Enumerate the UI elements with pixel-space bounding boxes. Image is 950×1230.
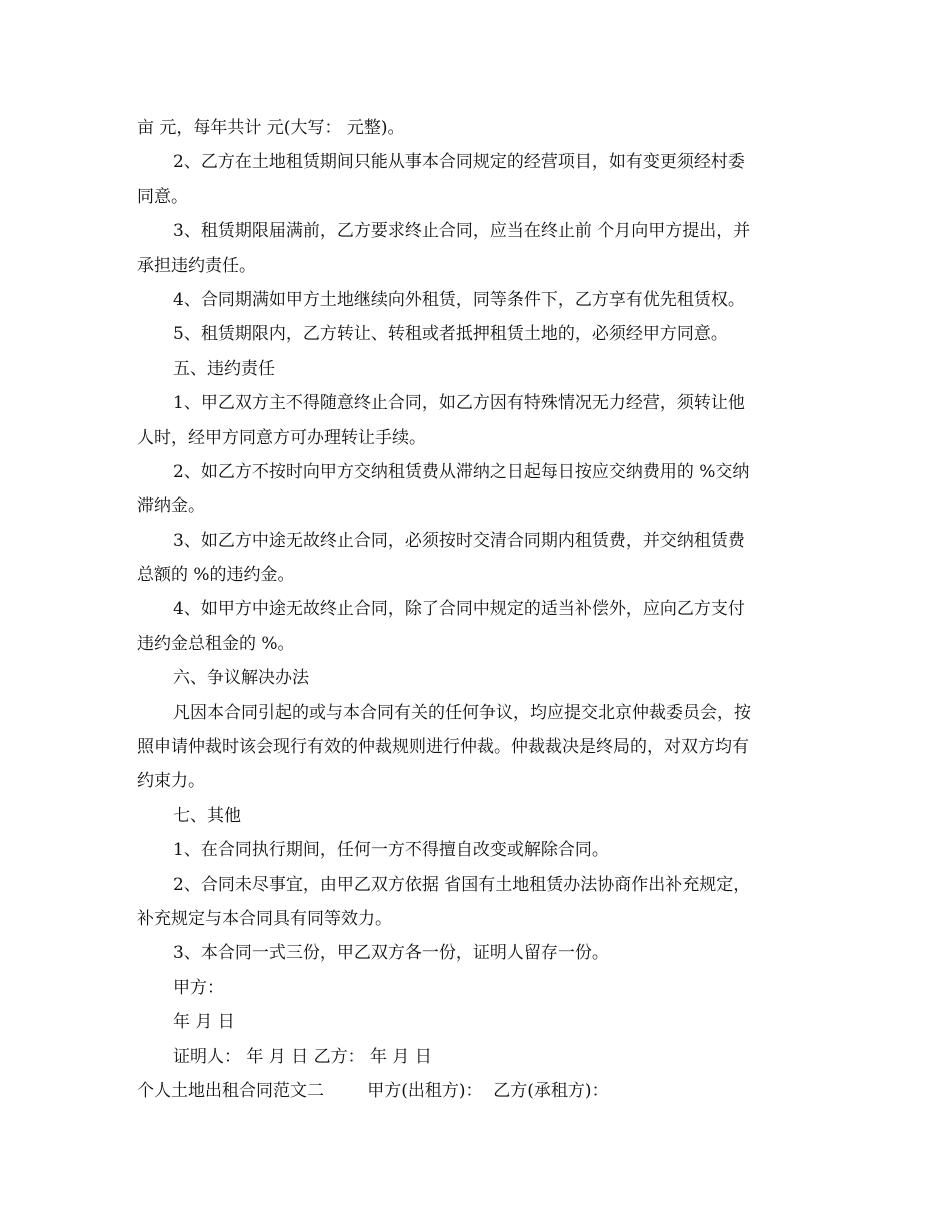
document-line: 3、如乙方中途无故终止合同，必须按时交清合同期内租赁费，并交纳租赁费: [173, 530, 745, 551]
document-line: 5、租赁期限内，乙方转让、转租或者抵押租赁土地的，必须经甲方同意。: [173, 324, 728, 345]
document-line: 五、违约责任: [173, 358, 275, 379]
document-line: 2、如乙方不按时向甲方交纳租赁费从滞纳之日起每日按应交纳费用的 %交纳: [173, 461, 750, 482]
document-line: 六、争议解决办法: [173, 668, 309, 689]
document-body: [137, 111, 815, 1108]
document-line: 照申请仲裁时该会现行有效的仲裁规则进行仲裁。仲裁裁决是终局的，对双方均有: [137, 737, 749, 758]
document-line: 证明人： 年 月 日 乙方： 年 月 日: [173, 1046, 432, 1067]
document-line: 同意。: [137, 186, 188, 207]
document-line: 4、如甲方中途无故终止合同，除了合同中规定的适当补偿外，应向乙方支付: [173, 599, 745, 620]
document-line: 3、租赁期限届满前，乙方要求终止合同，应当在终止前 个月向甲方提出，并: [173, 221, 751, 242]
document-line: 滞纳金。: [137, 496, 205, 517]
document-line: 约束力。: [137, 771, 205, 792]
document-line: 违约金总租金的 %。: [137, 633, 295, 654]
document-line: 补充规定与本合同具有同等效力。: [137, 908, 392, 929]
document-line: 人时，经甲方同意方可办理转让手续。: [137, 427, 426, 448]
document-line: 亩 元，每年共计 元(大写： 元整)。: [137, 118, 405, 138]
document-line: 2、合同未尽事宜，由甲乙双方依据 省国有土地租赁办法协商作出补充规定，: [173, 874, 751, 895]
document-line: 个人土地出租合同范文二 甲方(出租方)： 乙方(承租方)：: [137, 1080, 609, 1101]
document-line: 甲方：: [173, 977, 224, 998]
document-line: 七、其他: [173, 805, 241, 826]
document-line: 3、本合同一式三份，甲乙双方各一份，证明人留存一份。: [173, 943, 609, 964]
document-line: 承担违约责任。: [137, 255, 256, 276]
document-line: 年 月 日: [173, 1012, 235, 1033]
document-line: 凡因本合同引起的或与本合同有关的任何争议，均应提交北京仲裁委员会，按: [173, 702, 751, 723]
document-line: 1、在合同执行期间，任何一方不得擅自改变或解除合同。: [173, 840, 609, 861]
document-line: 1、甲乙双方主不得随意终止合同，如乙方因有特殊情况无力经营，须转让他: [173, 393, 745, 414]
document-line: 总额的 %的违约金。: [137, 565, 295, 586]
document-line: 2、乙方在土地租赁期间只能从事本合同规定的经营项目，如有变更须经村委: [173, 152, 745, 173]
document-line: 4、合同期满如甲方土地继续向外租赁，同等条件下，乙方享有优先租赁权。: [173, 289, 745, 310]
